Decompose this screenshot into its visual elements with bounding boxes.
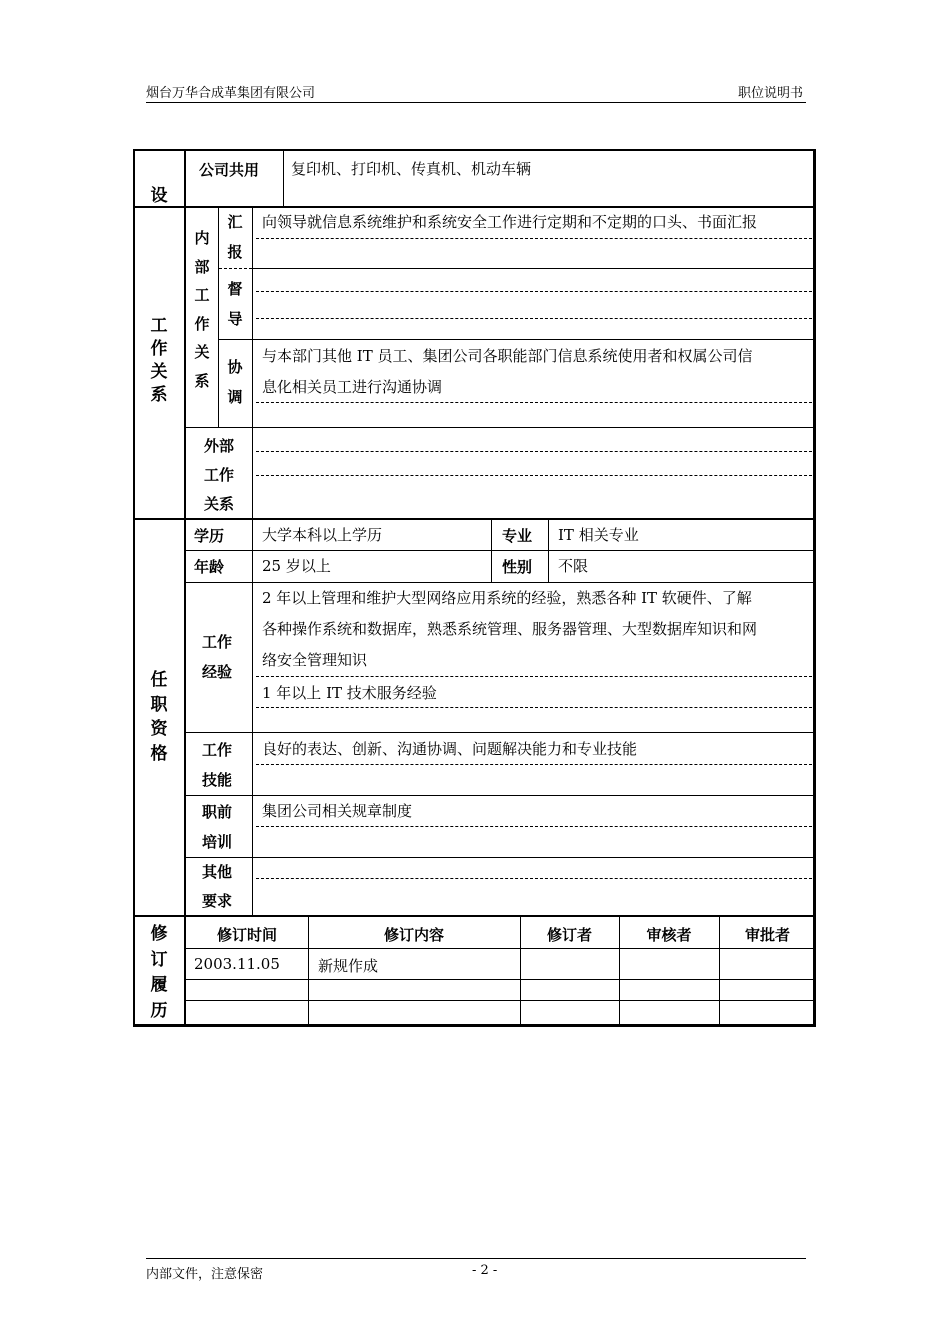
relations-content-rule	[252, 208, 253, 518]
experience-text-line1: 2 年以上管理和维护大型网络应用系统的经验，熟悉各种 IT 软硬件、了解	[262, 589, 752, 607]
equipment-label-rule	[283, 149, 284, 206]
internal-relations-label	[191, 224, 213, 395]
label-char: 报	[227, 243, 243, 261]
label-line: 关系	[203, 495, 234, 513]
label-line: 职前	[202, 803, 233, 821]
label-line: 经验	[202, 663, 233, 681]
approver-header: 审批者	[744, 926, 790, 944]
education-value: 大学本科以上学历	[262, 526, 383, 544]
section-char: 修	[150, 924, 168, 944]
section-char: 格	[150, 743, 168, 764]
age-label: 年龄	[194, 558, 225, 576]
major-value: IT 相关专业	[558, 526, 639, 544]
training-value: 集团公司相关规章制度	[262, 802, 413, 820]
section-char: 订	[150, 949, 168, 970]
dashed-line	[219, 268, 252, 269]
label-line: 要求	[202, 892, 233, 910]
section-char: 资	[150, 719, 168, 740]
age-bottom-rule	[186, 582, 814, 583]
report-label	[224, 207, 246, 267]
label-char: 系	[194, 371, 210, 390]
label-char: 内	[194, 229, 210, 247]
major-left-rule	[491, 520, 492, 582]
experience-text-line4: 1 年以上 IT 技术服务经验	[262, 684, 437, 702]
label-char: 工	[194, 286, 210, 304]
skills-value: 良好的表达、创新、沟通协调、问题解决能力和专业技能	[262, 740, 638, 758]
label-line: 工作	[203, 466, 234, 484]
training-label	[202, 797, 232, 857]
reviewer-header: 审核者	[646, 926, 692, 944]
label-char: 调	[227, 388, 243, 406]
coordinate-text-line1: 与本部门其他 IT 员工、集团公司各职能部门信息系统使用者和权属公司信	[262, 347, 753, 365]
gender-value: 不限	[558, 557, 589, 575]
education-bottom-rule	[186, 550, 814, 551]
label-char: 协	[227, 358, 243, 376]
qualifications-section	[144, 668, 174, 767]
company-name: 烟台万华合成革集团有限公司	[146, 86, 316, 101]
coordinate-text-line2: 息化相关员工进行沟通协调	[262, 378, 443, 396]
footer-rule	[146, 1258, 806, 1259]
dashed-line	[256, 676, 812, 677]
dashed-line	[256, 764, 812, 765]
gender-label: 性别	[502, 558, 533, 576]
label-line: 技能	[202, 771, 233, 789]
dashed-line	[256, 238, 812, 239]
confidential-note: 内部文件，注意保密	[146, 1267, 264, 1282]
internal-label-rule	[218, 208, 219, 427]
label-line: 其他	[202, 863, 233, 881]
revision-row-rule	[186, 1000, 814, 1001]
supervise-bottom-rule	[218, 339, 814, 340]
section-char: 关	[150, 361, 168, 382]
qualifications-content-rule	[252, 520, 253, 915]
major-label: 专业	[502, 527, 533, 545]
dashed-line	[256, 451, 812, 452]
dashed-line	[256, 291, 812, 292]
label-char: 汇	[227, 213, 243, 231]
section-char: 工	[150, 316, 168, 336]
section-char: 履	[150, 975, 168, 995]
experience-text-line3: 络安全管理知识	[262, 651, 368, 669]
other-requirements-label	[202, 858, 232, 916]
label-line: 培训	[202, 833, 233, 851]
label-char: 导	[227, 310, 243, 328]
label-line: 外部	[203, 437, 234, 455]
skills-bottom-rule	[186, 795, 814, 796]
report-bottom-rule	[252, 268, 814, 269]
revision-row-rule	[186, 979, 814, 980]
shared-equipment-label: 公司共用	[199, 161, 260, 179]
training-bottom-rule	[186, 857, 814, 858]
experience-label	[202, 627, 232, 687]
supervise-label	[224, 274, 246, 334]
revision-time-header: 修订时间	[216, 926, 277, 944]
section-char: 任	[150, 670, 168, 690]
dashed-line	[256, 402, 812, 403]
page-number: - 2 -	[472, 1263, 498, 1278]
label-line: 工作	[202, 633, 233, 651]
experience-text-line2: 各种操作系统和数据库，熟悉系统管理、服务器管理、大型数据库知识和网	[262, 620, 758, 638]
internal-bottom-rule	[186, 427, 814, 428]
revision-header-rule	[186, 948, 814, 949]
dashed-line	[256, 707, 812, 708]
section-char: 作	[150, 338, 168, 359]
label-char: 部	[194, 257, 210, 276]
report-text: 向领导就信息系统维护和系统安全工作进行定期和不定期的口头、书面汇报	[262, 213, 758, 231]
skills-label	[202, 735, 232, 795]
dashed-line	[256, 318, 812, 319]
external-relations-label	[201, 432, 237, 519]
revision-history-section	[144, 922, 174, 1024]
shared-equipment-value: 复印机、打印机、传真机、机动车辆	[291, 160, 532, 178]
label-line: 工作	[202, 741, 233, 759]
section-char: 系	[150, 384, 168, 405]
work-relations-section	[144, 315, 174, 407]
header-rule	[146, 102, 806, 103]
revision-content-header: 修订内容	[383, 926, 444, 944]
dashed-line	[256, 878, 812, 879]
revision-date-cell: 2003.11.05	[194, 955, 280, 973]
revision-content-cell: 新规作成	[318, 957, 379, 975]
reviser-header: 修订者	[546, 926, 592, 944]
left-column-separator	[184, 149, 186, 1027]
qualifications-bottom-rule	[133, 915, 816, 917]
equipment-section-char: 设	[150, 186, 168, 206]
label-char: 督	[227, 280, 243, 298]
section-char: 历	[150, 1000, 168, 1021]
experience-bottom-rule	[186, 732, 814, 733]
document-type: 职位说明书	[738, 86, 804, 101]
dashed-line	[256, 826, 812, 827]
label-char: 关	[194, 343, 210, 361]
label-char: 作	[194, 314, 210, 333]
dashed-line	[256, 475, 812, 476]
section-char: 职	[150, 694, 168, 715]
age-value: 25 岁以上	[262, 557, 331, 575]
coordinate-label	[224, 352, 246, 412]
major-right-rule	[548, 520, 549, 582]
education-label: 学历	[194, 527, 225, 545]
